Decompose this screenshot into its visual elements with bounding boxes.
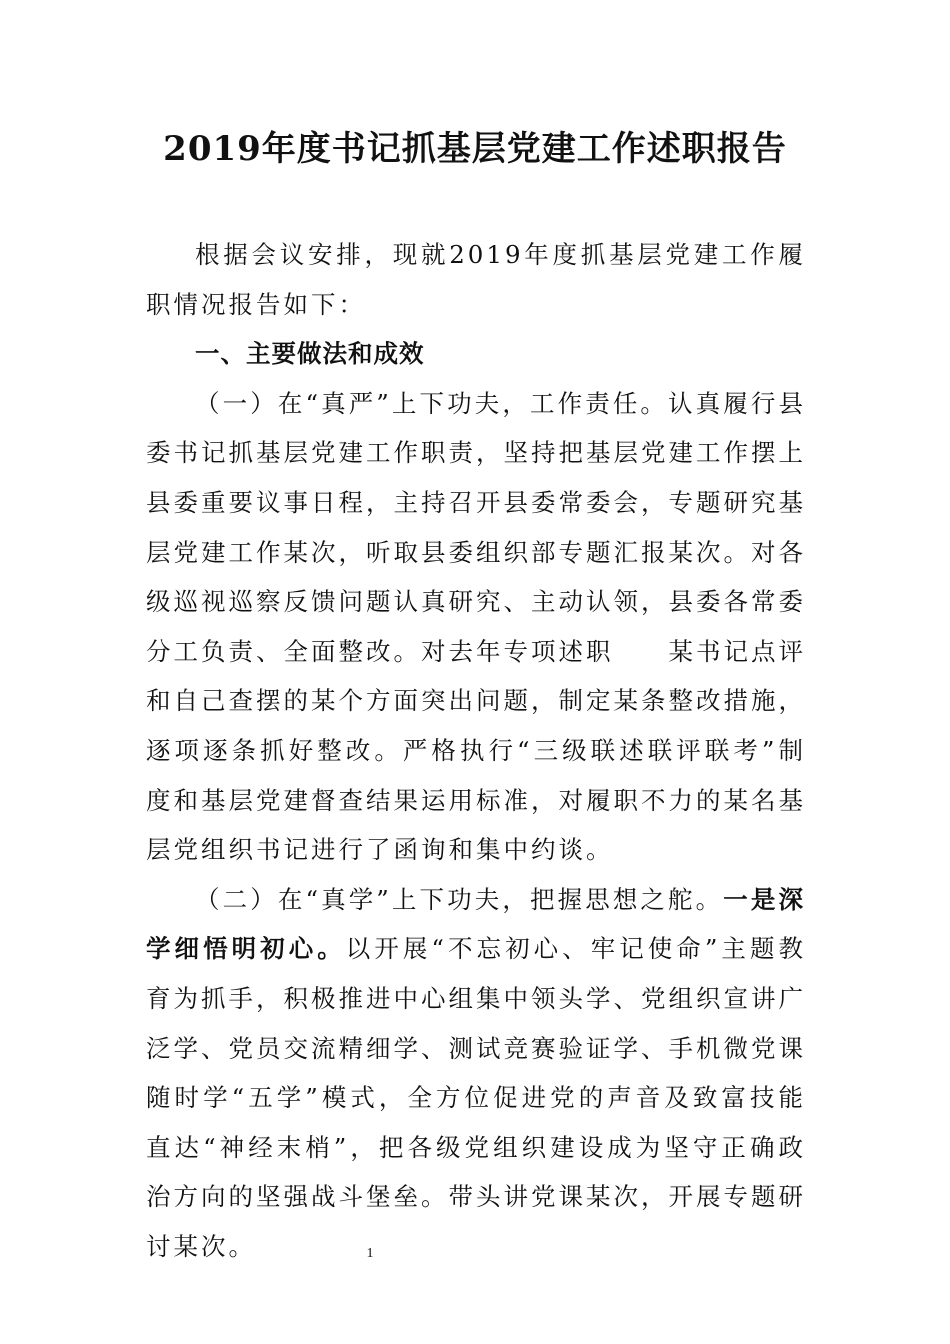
item-1-text: 认真履行县委书记抓基层党建工作职责，坚持把基层党建工作摆上县委重要议事日程，主持召开县委常委会，专题研究基层党建工作某次，听取县委组织部专题汇报某次。对各级巡视巡察反馈问题认真研究、主动认领，县委各常委分工负责、全面整改。对去年专项述职 某书记点评和自己查摆的某个方面突出问题，制定某条整改措施，逐项逐条抓好整改。严格执行“三级联述联评联考”制度和基层党建督查结果运用标准，对履职不力的某名基层党组织书记进行了函询和集中约谈。: [146, 388, 806, 865]
paragraph-item-1: [146, 379, 806, 875]
item-2-sub-lead: 一是深学细悟明初心。: [146, 884, 806, 964]
document-body: [146, 230, 806, 1271]
document-title: 2019年度书记抓基层党建工作述职报告: [163, 129, 787, 169]
paragraph-item-2: [146, 875, 806, 1272]
item-2-text: 以开展“不忘初心、牢记使命”主题教育为抓手，积极推进中心组集中领头学、党组织宣讲广泛学、党员交流精细学、测试竞赛验证学、手机微党课随时学“五学”模式，全方位促进党的声音及致富技能直达“神经末梢”，把各级党组织建设成为坚守正确政治方向的坚强战斗堡垒。带头讲党课某次，开展专题研讨某次。: [146, 934, 806, 1261]
page-number: 1: [366, 1246, 374, 1261]
intro-paragraph: 根据会议安排，现就2019年度抓基层党建工作履职情况报告如下：: [146, 240, 806, 319]
section-heading: 一、主要做法和成效: [195, 339, 425, 369]
item-2-lead: （二）在“真学”上下功夫，把握思想之舵。: [195, 884, 724, 914]
item-1-lead: （一）在“真严”上下功夫，工作责任。: [195, 388, 669, 418]
